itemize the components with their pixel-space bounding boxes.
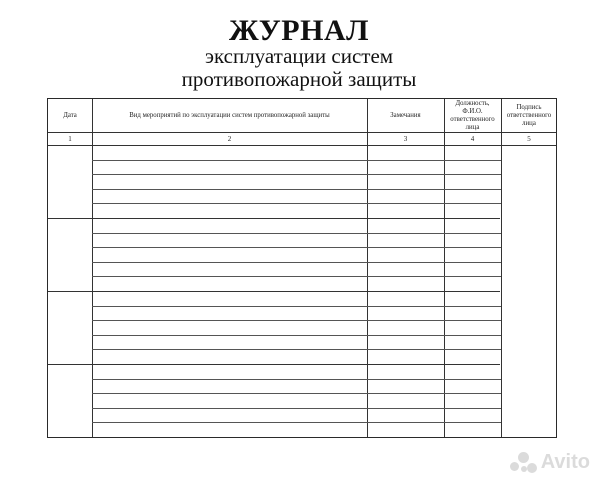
entry-block-divider: [48, 291, 500, 292]
column-number-2: 2: [227, 135, 232, 143]
entry-line: [92, 393, 501, 394]
watermark-text: Avito: [540, 451, 590, 473]
page-title: ЖУРНАЛ: [229, 14, 369, 47]
entry-line: [92, 276, 501, 277]
entry-line: [92, 379, 501, 380]
entry-line: [92, 189, 501, 190]
column-number-5: 5: [527, 135, 531, 143]
column-header-responsible: Должность, Ф.И.О. ответственного лица: [450, 99, 495, 131]
entry-line: [92, 335, 501, 336]
entry-line: [92, 247, 501, 248]
number-row-divider: [48, 145, 556, 146]
entry-line: [92, 203, 501, 204]
journal-table: [47, 98, 557, 438]
entry-line: [92, 262, 501, 263]
column-divider: [367, 99, 368, 437]
entry-line: [92, 408, 501, 409]
column-divider: [92, 99, 93, 437]
column-divider: [501, 99, 502, 437]
page-subtitle-line1: эксплуатации систем: [204, 44, 394, 68]
entry-line: [92, 349, 501, 350]
entry-line: [92, 233, 501, 234]
column-number-4: 4: [470, 135, 475, 143]
entry-line: [92, 160, 501, 161]
entry-block-divider: [48, 364, 500, 365]
avito-logo-icon: [510, 452, 538, 474]
entry-block-divider: [48, 218, 500, 219]
column-number-3: 3: [403, 135, 408, 143]
entry-line: [92, 320, 501, 321]
column-header-signature: Подпись ответственного лица: [506, 103, 552, 127]
entry-line: [92, 422, 501, 423]
column-header-date: Дата: [63, 111, 77, 119]
avito-watermark: [510, 451, 590, 474]
column-header-remarks: Замечания: [390, 111, 421, 119]
entry-line: [92, 174, 501, 175]
page-subtitle-line2: противопожарной защиты: [181, 67, 417, 91]
column-number-1: 1: [68, 135, 72, 143]
entry-line: [92, 306, 501, 307]
column-divider: [444, 99, 445, 437]
column-header-activity: Вид мероприятий по эксплуатации систем противопожарной защиты: [129, 111, 330, 119]
